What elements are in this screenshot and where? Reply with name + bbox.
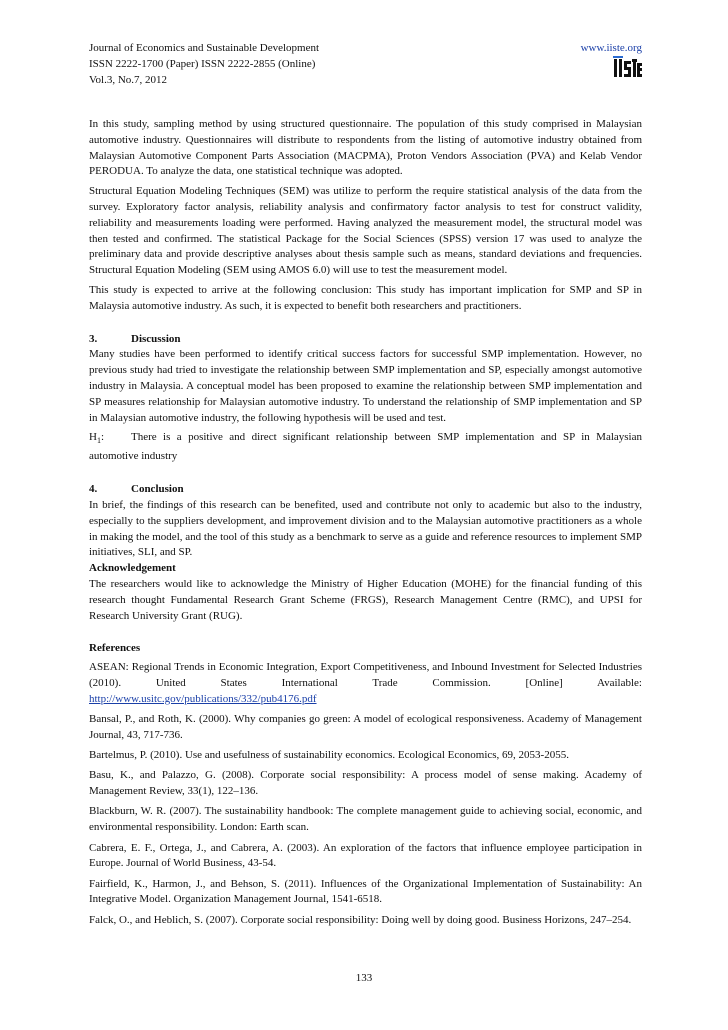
- references-heading: References: [89, 642, 141, 655]
- hypothesis: [89, 430, 642, 465]
- conclusion-number: 4.: [89, 483, 98, 496]
- article-body: [89, 117, 642, 933]
- reference-item: Fairfield, K., Harmon, J., and Behson, S. (2011). Influences of the Organizational Implementation of Sustainability: An Integrative Model. Organization Management Journal, 1541-6518.: [89, 877, 642, 906]
- discussion-paragraph: Many studies have been performed to identify critical success factors for successful SMP implementation. However, no previous study had tried to investigate the relationship between SMP implementation and SP, especially amongst automotive industry in Malaysia. A conceptual model has been proposed to examine the relationship between SMP implementation and SP measures relationship for Malaysian automotive industry. To understand the relationship of SMP implementation and SP in Malaysian automotive industry, the following hypothesis will be used and test.: [89, 348, 642, 424]
- intro-paragraph-1: In this study, sampling method by using structured questionnaire. The population of this study comprised in Malaysian automotive industry. Questionnaires will distribute to respondents from the listing of automotive industry obtained from Malaysian Automotive Component Parts Association (MACPMA), Proton Vendors Association (PVA) and Kelab Vendor PERODUA. To analyze the data, one statistical technique was adopted.: [89, 118, 642, 178]
- intro-paragraph-3: This study is expected to arrive at the following conclusion: This study has important implication for SMP and SP in Malaysia automotive industry. As such, it is expected to benefit both researchers and practitioners.: [89, 283, 642, 312]
- issn-line: ISSN 2222-1700 (Paper) ISSN 2222-2855 (Online): [89, 58, 316, 70]
- journal-url-link[interactable]: www.iiste.org: [580, 42, 642, 54]
- acknowledgement-paragraph: The researchers would like to acknowledge the Ministry of Higher Education (MOHE) for the financial funding of this research thought Fundamental Research Grant Scheme (FRGS), Research Management Centre (RMC), and UPSI for Research University Grant (RUG).: [89, 577, 642, 622]
- reference-item: Cabrera, E. F., Ortega, J., and Cabrera, A. (2003). An exploration of the factors that influence employee participation in Europe. Journal of World Business, 43-54.: [89, 841, 642, 870]
- reference-item: Bartelmus, P. (2010). Use and usefulness of sustainability economics. Ecological Economics, 69, 2053-2055.: [89, 749, 569, 762]
- reference-item: Falck, O., and Heblich, S. (2007). Corporate social responsibility: Doing well by doing good. Business Horizons, 247–254.: [89, 913, 632, 926]
- discussion-title: Discussion: [131, 332, 181, 345]
- hypothesis-text: There is a positive and direct significant relationship between SMP implementation and SP in Malaysian automotive industry: [89, 431, 642, 463]
- volume-line: Vol.3, No.7, 2012: [89, 74, 168, 86]
- acknowledgement-heading: Acknowledgement: [89, 562, 176, 575]
- conclusion-heading: [89, 482, 642, 498]
- reference-item: Bansal, P., and Roth, K. (2000). Why companies go green: A model of ecological responsiveness. Academy of Management Journal, 43, 717-736.: [89, 712, 642, 741]
- reference-item: Basu, K., and Palazzo, G. (2008). Corporate social responsibility: A process model of sense making. Academy of Management Review, 33(1), 122–136.: [89, 769, 642, 798]
- conclusion-title: Conclusion: [131, 483, 184, 496]
- journal-title: Journal of Economics and Sustainable Development: [89, 42, 320, 54]
- reference-item: Blackburn, W. R. (2007). The sustainability handbook: The complete management guide to achieving social, economic, and environmental responsibility. London: Earth scan.: [89, 805, 642, 834]
- hypothesis-colon: :: [100, 431, 105, 444]
- reference-item: [89, 660, 642, 707]
- page-header: [89, 40, 642, 88]
- hypothesis-label: H: [89, 431, 97, 444]
- iiste-logo-graphic: [612, 55, 643, 81]
- page-number: 133: [355, 972, 373, 984]
- reference-asean-text: ASEAN: Regional Trends in Economic Integration, Export Competitiveness, and Inbound Investment for Selected Industries (2010). United States International Trade Commission. [Online] Available:: [89, 661, 642, 689]
- hypothesis-subscript: 1: [96, 436, 101, 446]
- iiste-logo: [612, 55, 643, 81]
- reference-usitc-link[interactable]: http://www.usitc.gov/publications/332/pub4176.pdf: [89, 692, 317, 705]
- discussion-heading: [89, 332, 642, 348]
- conclusion-paragraph: In brief, the findings of this research can be benefited, used and contribute not only to academic but also to the industry, especially to the suppliers development, and improvement division and to the Malaysian automotive practitioners as a whole in making the model, and the tool of this study as a benchmark to serve as a guide and reference resources to implement SMP initiatives, SLI, and SP.: [89, 498, 642, 559]
- intro-paragraph-2: Structural Equation Modeling Techniques (SEM) was utilize to perform the require statistical analysis of the data from the survey. Exploratory factor analysis, reliability analysis and confirmatory factor analysis to test for construct validity, reliability and measurements loading were performed. Having analyzed the measurement model, the structural model was then tested and confirmed. The statistical Package for the Social Sciences (SPSS) version 17 was used to analyze the preliminary data and provide descriptive analyses about thesis sample such as means, standard deviations and frequencies. Structural Equation Modeling (SEM using AMOS 6.0) will use to test the measurement model.: [89, 185, 642, 277]
- discussion-number: 3.: [89, 332, 98, 345]
